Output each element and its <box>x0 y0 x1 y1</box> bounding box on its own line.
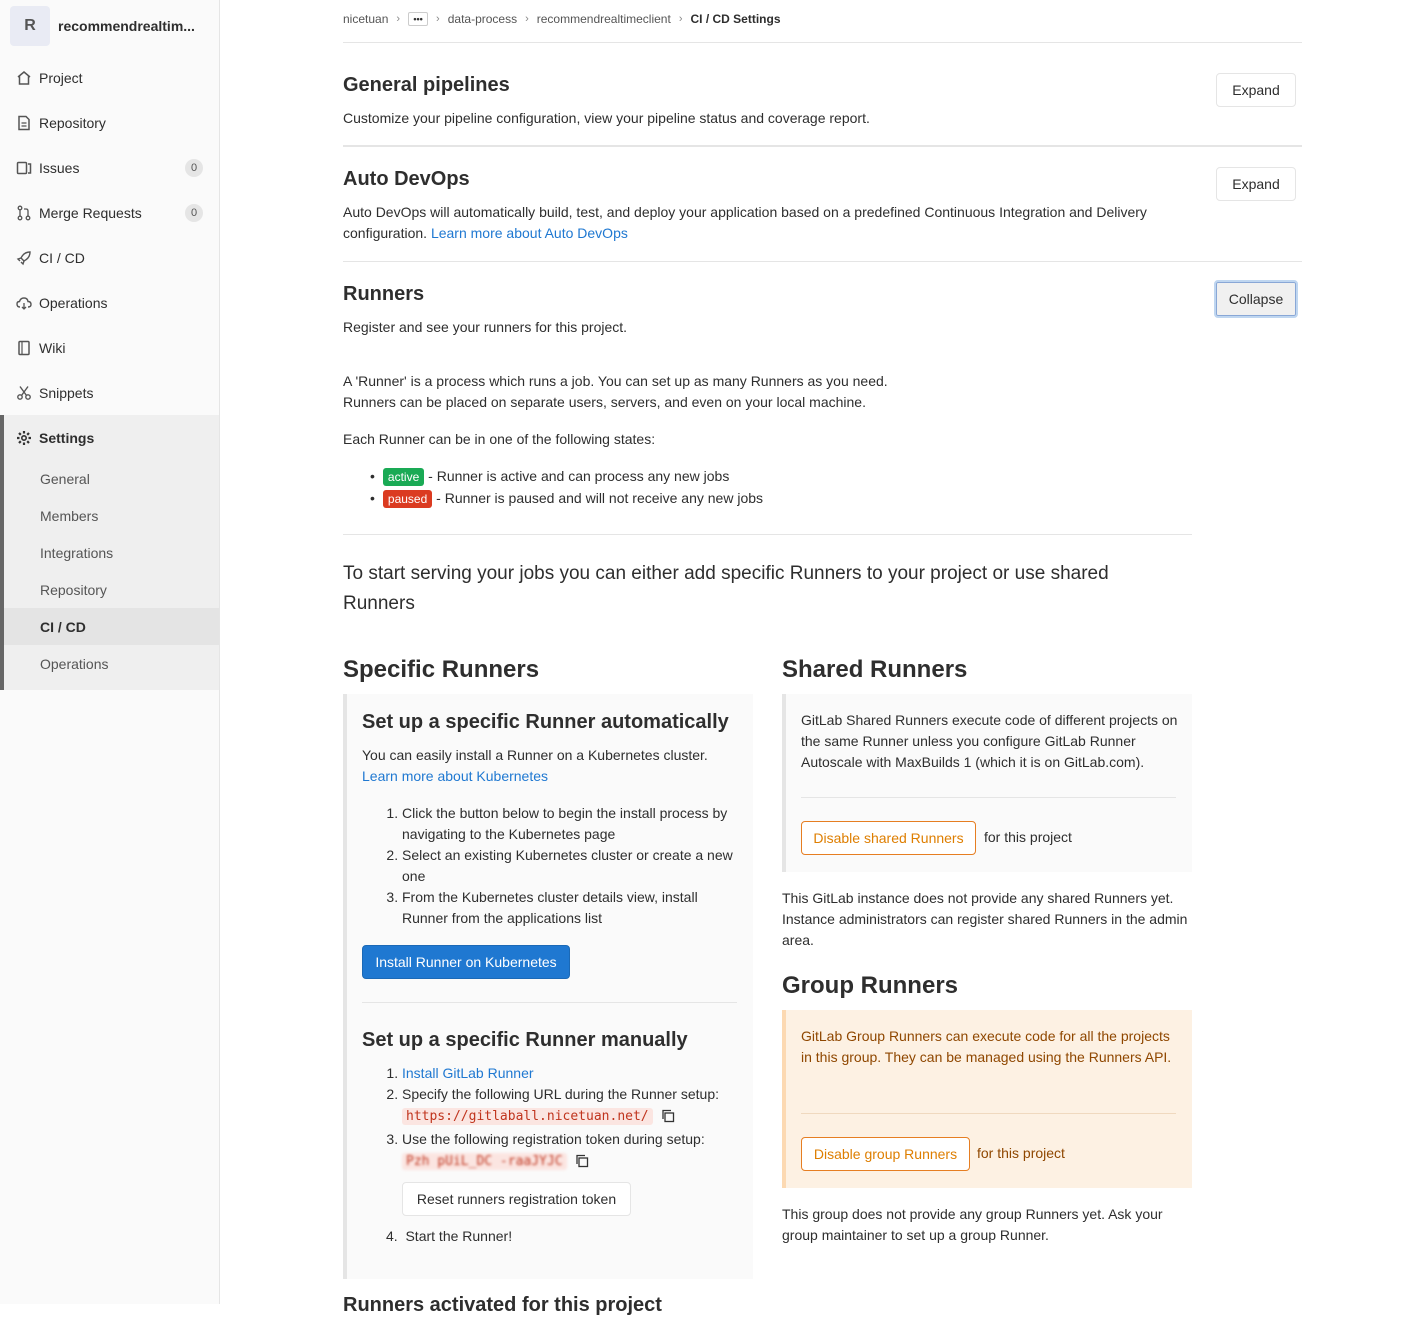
divider <box>362 1002 737 1003</box>
sidebar-item-label: Issues <box>39 159 80 176</box>
runners-collapse-button[interactable]: Collapse <box>1214 280 1298 318</box>
divider <box>343 145 1302 147</box>
manual-setup-title: Set up a specific Runner manually <box>362 1029 688 1051</box>
breadcrumb-project[interactable]: recommendrealtimeclient <box>536 12 671 26</box>
breadcrumb-more-button[interactable]: ••• <box>408 12 428 26</box>
list-item <box>402 1084 752 1127</box>
auto-devops-learn-more-link[interactable]: Learn more about Auto DevOps <box>430 225 628 241</box>
runners-lead-text: To start serving your jobs you can either add specific Runners to your project or use shared Runners <box>343 563 1109 614</box>
doc-icon <box>16 115 32 131</box>
chevron-right-icon: › <box>436 13 440 25</box>
project-header[interactable] <box>10 6 195 46</box>
manual-step4: 4. Start the Runner! <box>386 1228 513 1244</box>
gear-icon <box>16 430 32 446</box>
divider <box>801 1113 1176 1114</box>
auto-setup-desc-text: You can easily install a Runner on a Kubernetes cluster. <box>362 747 708 763</box>
manual-step3-text: Use the following registration token during setup: <box>402 1131 705 1147</box>
auto-devops-expand-button[interactable]: Expand <box>1216 167 1296 201</box>
sidebar-sub-integrations[interactable]: Integrations <box>40 544 114 561</box>
sidebar-item-repository[interactable] <box>0 100 219 145</box>
divider <box>343 261 1302 262</box>
manual-step2-text: Specify the following URL during the Runner setup: <box>402 1086 719 1102</box>
sidebar-item-snippets[interactable] <box>0 370 219 415</box>
list-item <box>402 1063 752 1084</box>
sidebar-item-operations[interactable] <box>0 280 219 325</box>
book-icon <box>16 340 32 356</box>
sidebar <box>0 0 220 1304</box>
breadcrumb-current[interactable]: CI / CD Settings <box>690 12 781 26</box>
breadcrumb-data-process[interactable]: data-process <box>447 12 518 26</box>
runners-title: Runners <box>343 283 425 305</box>
sidebar-sub-members[interactable]: Members <box>40 507 99 524</box>
sidebar-sub-ci-cd[interactable]: CI / CD <box>4 608 219 645</box>
general-pipelines-title: General pipelines <box>343 74 510 96</box>
shared-runners-desc: GitLab Shared Runners execute code of different projects on the same Runner unless you configure GitLab Runner Autoscale with MaxBuilds 1 (which it is on GitLab.com). <box>801 712 1178 770</box>
merge-icon <box>16 205 32 221</box>
shared-runners-title: Shared Runners <box>782 656 968 683</box>
sidebar-item-ci-cd[interactable] <box>0 235 219 280</box>
project-avatar[interactable]: R <box>10 6 50 46</box>
runners-intro-2: Runners can be placed on separate users, servers, and even on your local machine. <box>343 394 866 410</box>
group-runners-suffix: for this project <box>977 1145 1065 1161</box>
state-active-item: • active - Runner is active and can process any new jobs <box>370 468 730 484</box>
home-icon <box>16 70 32 86</box>
sidebar-item-issues[interactable] <box>0 145 219 190</box>
chevron-right-icon: › <box>525 13 529 25</box>
state-paused-text: - Runner is paused and will not receive any new jobs <box>432 490 764 506</box>
group-runners-note: This group does not provide any group Runners yet. Ask your group maintainer to set up a group Runner. <box>782 1206 1163 1243</box>
cloud-icon <box>16 295 32 311</box>
copy-token-icon[interactable] <box>575 1154 589 1168</box>
state-paused-item: • paused - Runner is paused and will not receive any new jobs <box>370 490 764 506</box>
sidebar-sub-operations[interactable]: Operations <box>40 655 109 672</box>
disable-shared-runners-button[interactable]: Disable shared Runners <box>801 821 976 855</box>
chevron-right-icon: › <box>396 13 401 25</box>
sidebar-item-label: Snippets <box>39 384 94 401</box>
auto-setup-title: Set up a specific Runner automatically <box>362 711 729 733</box>
install-runner-kubernetes-button[interactable]: Install Runner on Kubernetes <box>362 945 570 979</box>
list-item: 2. Select an existing Kubernetes cluster or create a new one <box>402 845 742 887</box>
divider <box>343 534 1192 535</box>
list-item: 3. From the Kubernetes cluster details view, install Runner from the applications list <box>402 887 742 929</box>
auto-devops-title: Auto DevOps <box>343 168 470 190</box>
sidebar-item-wiki[interactable] <box>0 325 219 370</box>
runners-desc: Register and see your runners for this project. <box>343 319 628 335</box>
paused-badge: paused <box>383 490 432 508</box>
runner-url: https://gitlaball.nicetuan.net/ <box>402 1108 653 1125</box>
list-item <box>402 1129 752 1172</box>
specific-runners-title: Specific Runners <box>343 656 540 683</box>
sidebar-item-label: Merge Requests <box>39 204 142 221</box>
registration-token: Pzh pUiL_DC -raaJYJC <box>402 1153 567 1170</box>
project-name[interactable]: recommendrealtim... <box>58 18 195 34</box>
group-runners-desc: GitLab Group Runners can execute code for all the projects in this group. They can be managed using the Runners API. <box>801 1028 1172 1065</box>
issues-count-badge: 0 <box>185 159 203 177</box>
auto-setup-desc <box>362 745 732 787</box>
chevron-right-icon: › <box>678 13 683 25</box>
copy-url-icon[interactable] <box>661 1109 675 1123</box>
shared-runners-note: This GitLab instance does not provide any shared Runners yet. Instance administrators can register shared Runners in the admin area. <box>782 890 1188 948</box>
active-badge: active <box>383 468 424 486</box>
general-pipelines-expand-button[interactable]: Expand <box>1216 73 1296 107</box>
manual-setup-steps <box>362 1063 752 1172</box>
sidebar-item-label: CI / CD <box>39 249 85 266</box>
sidebar-item-project[interactable] <box>0 55 219 100</box>
scissors-icon <box>16 385 32 401</box>
runners-states-intro: Each Runner can be in one of the following states: <box>343 431 656 447</box>
sidebar-item-label: Project <box>39 69 83 86</box>
breadcrumb <box>343 10 781 28</box>
runners-activated-heading: Runners activated for this project <box>343 1294 662 1316</box>
general-pipelines-desc: Customize your pipeline configuration, view your pipeline status and coverage report. <box>343 110 870 126</box>
disable-group-runners-button[interactable]: Disable group Runners <box>801 1137 970 1171</box>
reset-token-button[interactable]: Reset runners registration token <box>402 1182 631 1216</box>
list-item: 1. Click the button below to begin the install process by navigating to the Kubernetes page <box>402 803 742 845</box>
sidebar-item-label: Wiki <box>39 339 66 356</box>
auto-setup-steps <box>362 803 742 929</box>
sidebar-sub-repository[interactable]: Repository <box>40 581 107 598</box>
auto-devops-desc-text: Auto DevOps will automatically build, test, and deploy your application based on a predefined Continuous Integration and Delivery configuration. <box>343 204 1147 241</box>
manual-step4-text: Start the Runner! <box>405 1228 513 1244</box>
sidebar-sub-general[interactable]: General <box>40 470 90 487</box>
install-gitlab-runner-link[interactable]: Install GitLab Runner <box>402 1065 534 1081</box>
divider <box>343 42 1302 43</box>
auto-devops-desc <box>343 202 1203 244</box>
rocket-icon <box>16 250 32 266</box>
issues-icon <box>16 160 32 176</box>
sidebar-item-merge-requests[interactable] <box>0 190 219 235</box>
divider <box>801 797 1176 798</box>
settings-label: Settings <box>39 429 95 446</box>
breadcrumb-nicetuan[interactable]: nicetuan <box>343 12 389 26</box>
state-active-text: - Runner is active and can process any new jobs <box>424 468 730 484</box>
kubernetes-learn-more-link[interactable]: Learn more about Kubernetes <box>362 768 549 784</box>
sidebar-item-label: Operations <box>39 294 108 311</box>
group-runners-title: Group Runners <box>782 972 959 999</box>
shared-runners-suffix: for this project <box>984 829 1072 845</box>
sidebar-item-label: Repository <box>39 114 106 131</box>
runners-intro-1: A 'Runner' is a process which runs a job. You can set up as many Runners as you need. <box>343 373 888 389</box>
merge-requests-count-badge: 0 <box>185 204 203 222</box>
sidebar-item-settings[interactable] <box>0 415 219 460</box>
